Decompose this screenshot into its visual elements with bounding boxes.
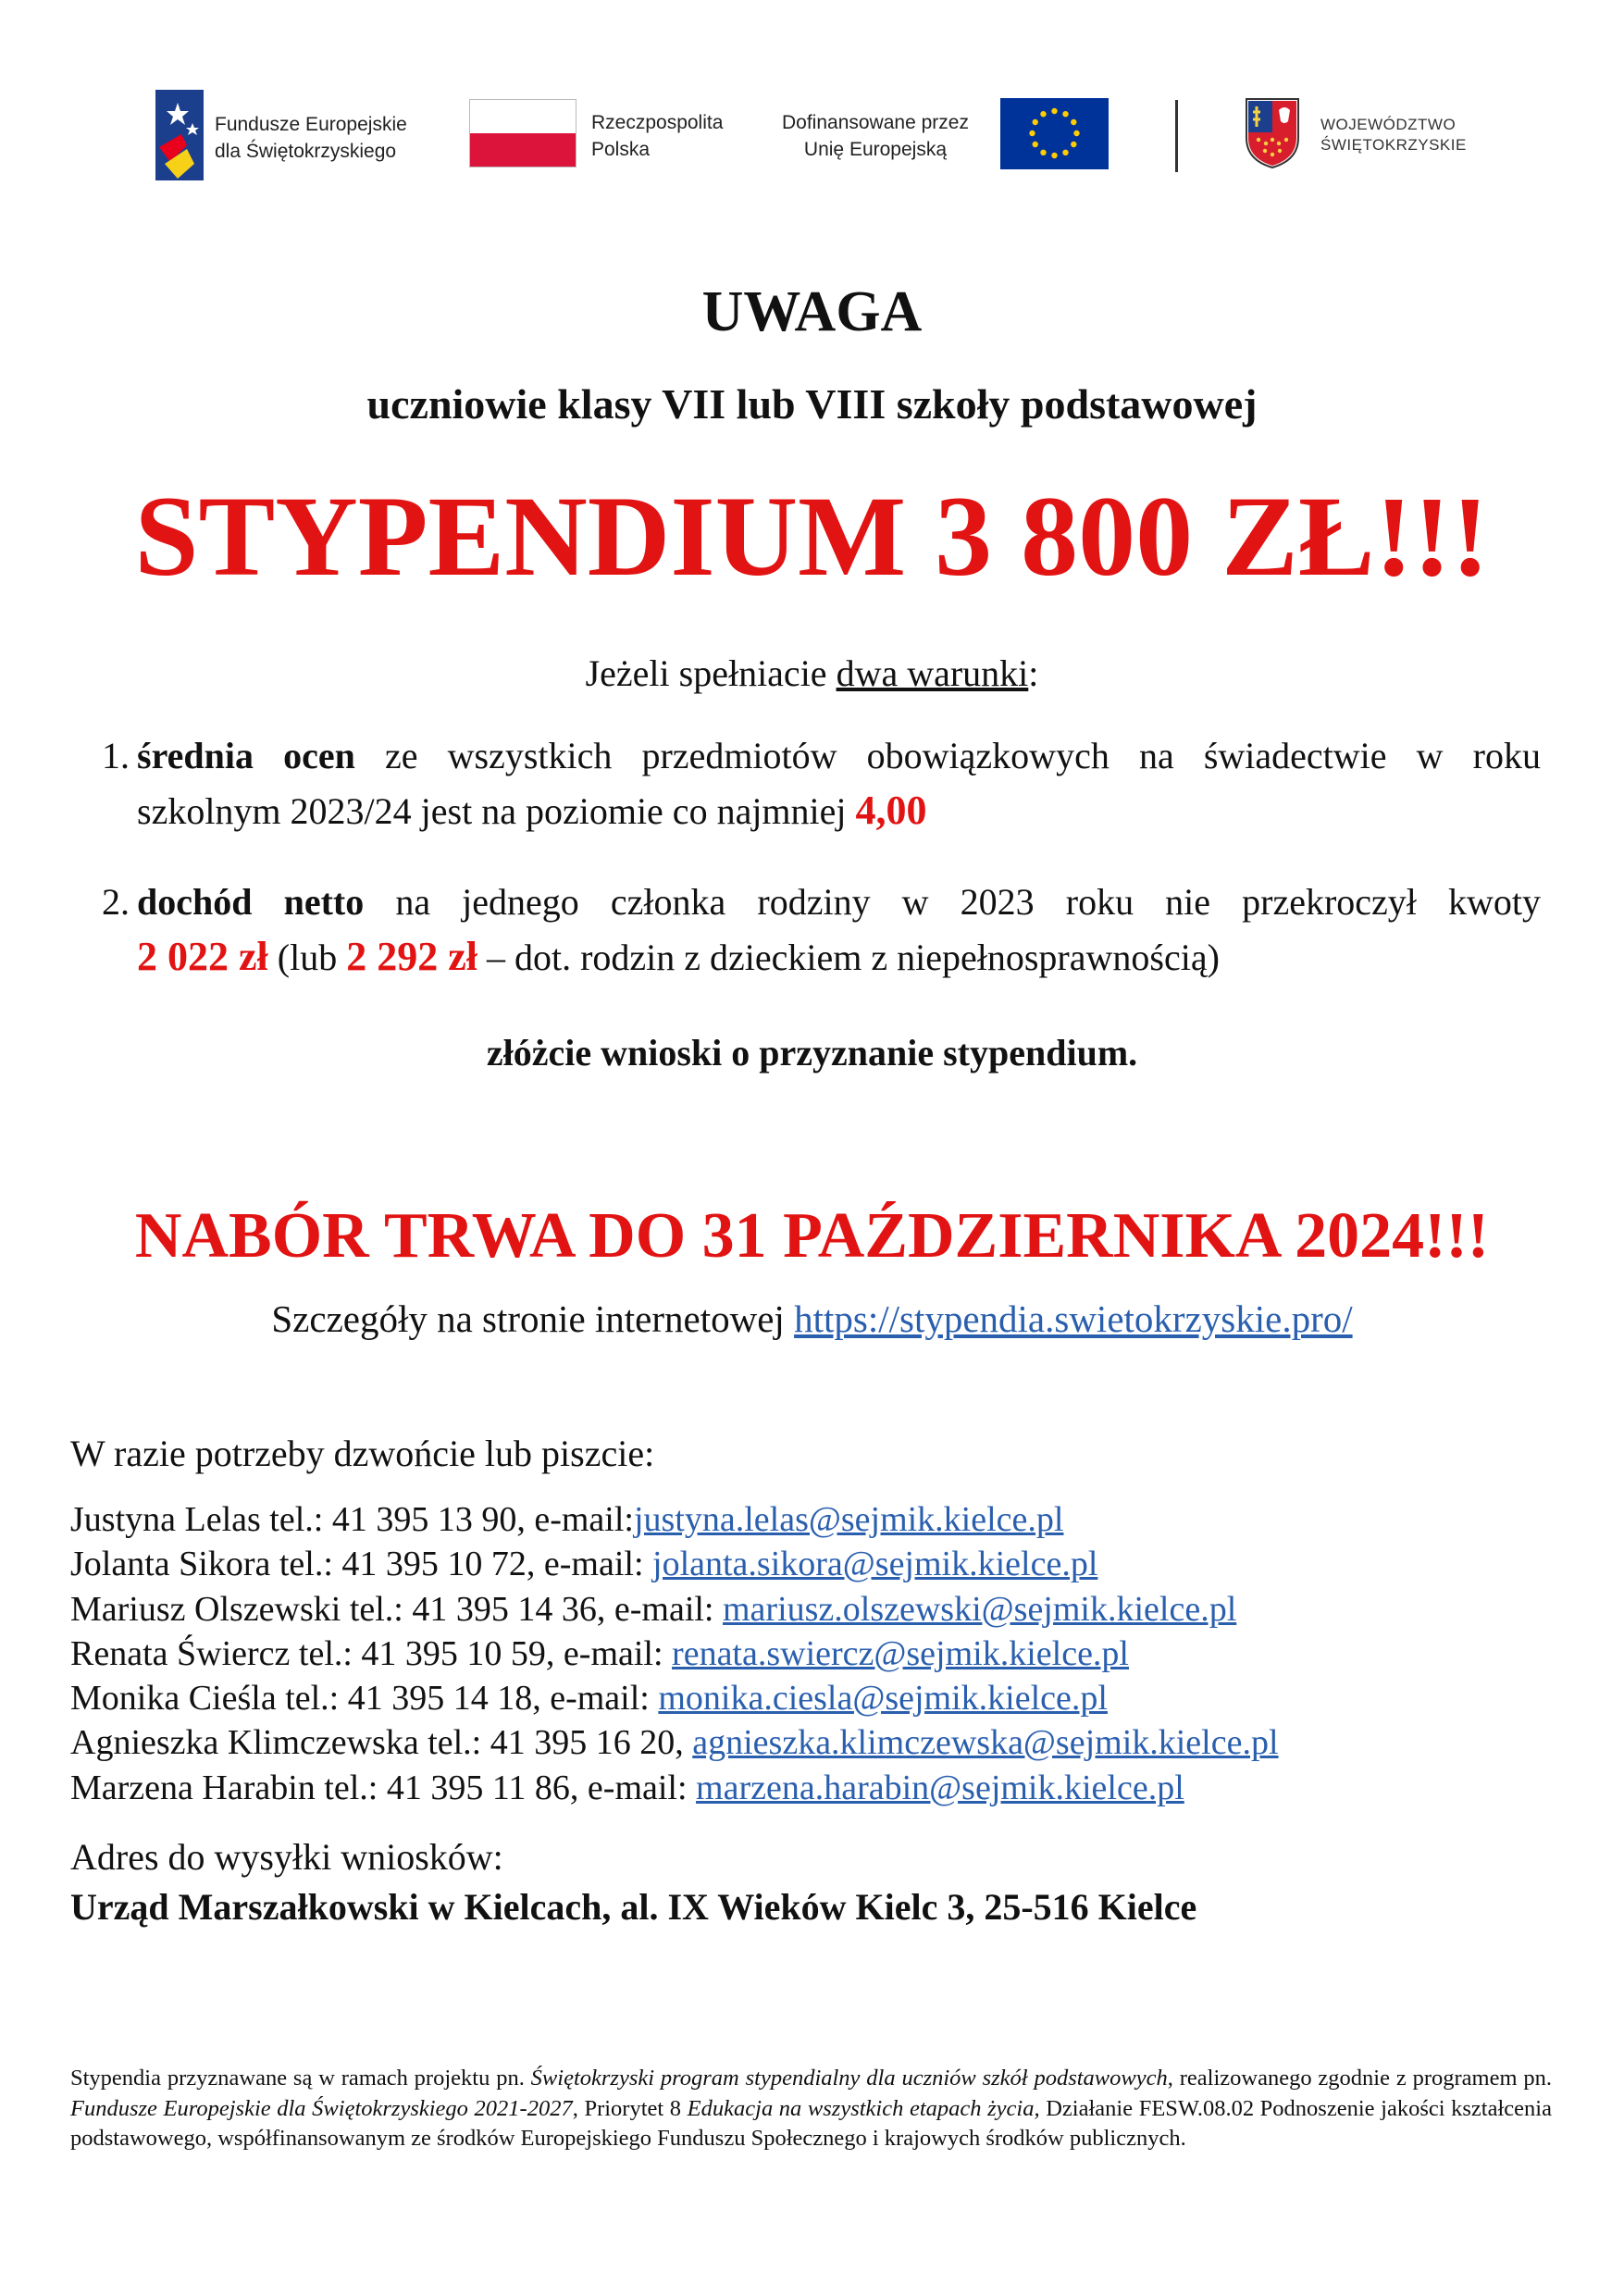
condition-number: 2. — [102, 881, 130, 923]
condition-text: – dot. rodzin z dzieckiem z niepełnosprawnością) — [477, 937, 1220, 978]
contact-row — [70, 1632, 1279, 1676]
contact-details: Mariusz Olszewski tel.: 41 395 14 36, e-mail: — [70, 1589, 723, 1629]
fundusze-europejskie-logo-icon — [155, 90, 204, 180]
fe-line1: Fundusze Europejskie — [215, 114, 407, 135]
page-title: UWAGA — [701, 280, 923, 343]
condition-number: 1. — [102, 735, 130, 776]
condition-line — [137, 783, 1541, 838]
footnote-text: Działanie FESW.08.02 Podnoszenie jakości kształcenia podstawowego, współfinansowanym ze środków Europejskiego Funduszu Społecznego i krajowych środków publicznych. — [70, 2095, 1552, 2151]
scholarship-headline: STYPENDIUM 3 800 ZŁ!!! — [134, 473, 1490, 600]
email-link[interactable]: jolanta.sikora@sejmik.kielce.pl — [652, 1545, 1098, 1584]
footnote-text: , Priorytet 8 — [572, 2095, 688, 2121]
condition-1 — [102, 728, 1541, 838]
condition-text: na jednego członka rodziny w 2023 roku nie przekroczył kwoty — [364, 881, 1541, 923]
page-subtitle: uczniowie klasy VII lub VIII szkoły podstawowej — [366, 380, 1258, 428]
email-link[interactable]: renata.swiercz@sejmik.kielce.pl — [672, 1633, 1129, 1673]
contact-row — [70, 1587, 1279, 1632]
eu-flag-icon — [1000, 98, 1109, 169]
condition-text: szkolnym 2023/24 jest na poziomie co najmniej — [137, 790, 856, 832]
condition-bold: dochód netto — [137, 881, 365, 923]
details-text: Szczegóły na stronie internetowej — [271, 1297, 795, 1340]
footnote-text: , realizowanego zgodnie z programem pn. — [1167, 2066, 1552, 2091]
deadline-banner: NABÓR TRWA DO 31 PAŹDZIERNIKA 2024!!! — [134, 1200, 1490, 1272]
condition-2 — [102, 875, 1541, 985]
email-link[interactable]: monika.ciesla@sejmik.kielce.pl — [658, 1679, 1108, 1719]
rp-line2: Polska — [591, 139, 651, 160]
footnote-project-name: Świętokrzyski program stypendialny dla uczniów szkół podstawowych — [530, 2066, 1168, 2091]
condition-text: ze wszystkich przedmiotów obowiązkowych na świadectwie w roku — [354, 735, 1541, 776]
condition-body — [137, 875, 1541, 985]
email-link[interactable]: agnieszka.klimczewska@sejmik.kielce.pl — [692, 1723, 1279, 1763]
condition-line — [137, 875, 1541, 929]
swietokrzyskie-crest-icon — [1245, 97, 1300, 169]
contact-heading: W razie potrzeby dzwońcie lub piszcie: — [70, 1433, 655, 1474]
email-link[interactable]: marzena.harabin@sejmik.kielce.pl — [696, 1768, 1184, 1807]
contact-details: Monika Cieśla tel.: 41 395 14 18, e-mail: — [70, 1679, 659, 1719]
footnote-priority-name: Edukacja na wszystkich etapach życia, — [687, 2095, 1040, 2121]
grade-threshold: 4,00 — [855, 788, 927, 833]
sw-line2: ŚWIĘTOKRZYSKIE — [1320, 136, 1467, 154]
wojewodztwo-swietokrzyskie-text — [1320, 115, 1467, 155]
intro-colon: : — [1028, 652, 1039, 694]
income-threshold-disability: 2 292 zł — [346, 934, 477, 979]
eu-line2: Unię Europejską — [803, 139, 948, 160]
mailing-address: Urząd Marszałkowski w Kielcach, al. IX Wieków Kielc 3, 25-516 Kielce — [70, 1886, 1197, 1928]
intro-underlined: dwa warunki — [836, 652, 1029, 694]
eu-line1: Dofinansowane przez — [782, 112, 969, 133]
condition-line — [137, 929, 1541, 985]
contact-details: Justyna Lelas tel.: 41 395 13 90, e-mail: — [70, 1500, 634, 1539]
conditions-intro — [0, 651, 1624, 697]
contact-details: Agnieszka Klimczewska tel.: 41 395 16 20, — [70, 1723, 693, 1763]
contact-details: Renata Świercz tel.: 41 395 10 59, e-mail: — [70, 1633, 673, 1673]
eu-cofinancing-text — [782, 109, 969, 163]
contact-row — [70, 1542, 1279, 1586]
sw-line1: WOJEWÓDZTWO — [1320, 116, 1457, 133]
fe-line2: dla Świętokrzyskiego — [215, 141, 397, 162]
polish-flag-icon — [469, 99, 576, 168]
logo-divider — [1175, 100, 1178, 172]
contact-list — [70, 1497, 1279, 1810]
address-heading: Adres do wysyłki wniosków: — [70, 1836, 503, 1878]
condition-line — [137, 728, 1541, 783]
fundusze-europejskie-text — [215, 111, 407, 165]
footnote-text: Stypendia przyznawane są w ramach projektu pn. — [70, 2066, 531, 2091]
contact-details: Jolanta Sikora tel.: 41 395 10 72, e-mail: — [70, 1545, 653, 1584]
contact-row — [70, 1720, 1279, 1765]
contact-row — [70, 1497, 1279, 1542]
contact-details: Marzena Harabin tel.: 41 395 11 86, e-mail: — [70, 1768, 697, 1807]
condition-body — [137, 728, 1541, 838]
rzeczpospolita-polska-text — [591, 109, 723, 163]
rp-line1: Rzeczpospolita — [591, 112, 724, 133]
income-threshold: 2 022 zł — [137, 934, 268, 979]
details-line — [0, 1294, 1624, 1344]
email-link[interactable]: mariusz.olszewski@sejmik.kielce.pl — [723, 1589, 1237, 1629]
footnote-program-name: Fundusze Europejskie dla Świętokrzyskiego 2021-2027 — [70, 2095, 573, 2121]
contact-row — [70, 1676, 1279, 1720]
funding-footnote — [70, 2064, 1552, 2154]
condition-text: (lub — [267, 937, 347, 978]
apply-call-to-action: złóżcie wnioski o przyznanie stypendium. — [486, 1032, 1138, 1074]
website-link[interactable]: https://stypendia.swietokrzyskie.pro/ — [794, 1297, 1353, 1340]
condition-bold: średnia ocen — [137, 735, 355, 776]
contact-row — [70, 1766, 1279, 1810]
email-link[interactable]: justyna.lelas@sejmik.kielce.pl — [633, 1500, 1064, 1539]
intro-text: Jeżeli spełniacie — [585, 652, 837, 694]
logo-strip — [0, 88, 1624, 180]
